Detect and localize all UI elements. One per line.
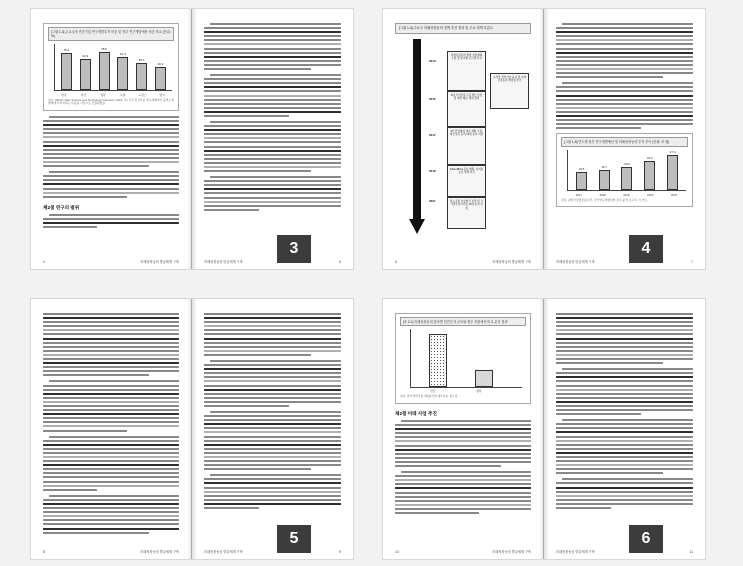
- paragraph: [204, 74, 341, 117]
- timeline-diagram: [395, 39, 531, 234]
- paragraph: [43, 313, 179, 376]
- figure-header: [그림 1-4] 주요국 미래성장동력 정책 추진 경과 및 주요 정책 흐름도: [395, 23, 531, 34]
- paragraph: [395, 420, 531, 467]
- figure-caption: [그림 1-3] 주요국의 민간기업 연구개발투자 비중 및 정부 연구개발예산 비중 비교 (단위: %): [48, 27, 174, 41]
- timeline-node: DNA+BIG3 중심 재편, 디지털 뉴딜 연계 추진: [447, 165, 486, 197]
- section-title: 제2절 연구의 범위: [43, 204, 80, 210]
- footer-text: 미래성장동력 발굴체계 구축: [556, 550, 595, 554]
- table-2-1: [395, 313, 531, 404]
- page-number: 11: [689, 550, 693, 554]
- paragraph: [43, 380, 179, 431]
- page-left-6: [383, 9, 544, 269]
- page-number: 6: [395, 260, 397, 264]
- page-right-9: [192, 299, 353, 559]
- timeline-year: 2015: [429, 97, 436, 101]
- footer-text: 미래성장동력 발굴체계 구축: [204, 550, 243, 554]
- bar-private: [429, 334, 447, 387]
- figure-caption: [그림 1-5] 연도별 정부 연구개발예산 및 미래성장동력 투자 추이 (단위: 조 원): [561, 137, 688, 146]
- page-spread-6[interactable]: [382, 298, 706, 560]
- figure-1-5: [556, 133, 693, 207]
- paragraph: [556, 419, 693, 474]
- footer-text: 미래성장동력 발굴체계 구축: [140, 550, 179, 554]
- page-number: 8: [43, 550, 45, 554]
- timeline-year: 2017: [429, 133, 436, 137]
- timeline-year: 2019: [429, 169, 436, 173]
- paragraph: [556, 23, 693, 78]
- paragraph: [556, 82, 693, 129]
- page-spread-4[interactable]: [382, 8, 706, 270]
- bar-chart: 76.2 62.3 78.5 67.4 55.1 46.3: [54, 44, 172, 91]
- page-footer: [395, 259, 531, 264]
- paragraph: [204, 474, 341, 509]
- timeline-node: 4차 산업혁명 대응 계획 수립, 혁신성장 동력 13대 분야 지정: [447, 127, 486, 165]
- timeline-node: 9대 국가전략 프로젝트 선정 및 예산 배분 체계 정비: [447, 91, 486, 127]
- figure-caption: [표 2-1] 미래성장동력 분야별 민간투자 규모와 정부 지원예산 비교 분석 결과: [400, 317, 526, 326]
- page-footer: [43, 549, 179, 554]
- page-footer: [556, 259, 693, 264]
- page-number: 7: [691, 260, 693, 264]
- page-right-7: [544, 9, 705, 269]
- chart-x-labels: 2017 2018 2019 2020 2021: [575, 192, 678, 197]
- timeline-node: 미래성장동력 종합 실천계획 수립 및 분야별 로드맵 작성: [447, 51, 486, 91]
- figure-note: 자료: 한국과학기술기획평가원 내부자료 재구성.: [400, 394, 458, 399]
- timeline-year: 2021: [429, 199, 436, 203]
- page-number: 5: [339, 260, 341, 264]
- page-number: 9: [339, 550, 341, 554]
- paragraph: [395, 471, 531, 514]
- page-spread-3[interactable]: [30, 8, 354, 270]
- page-badge[interactable]: 3: [277, 235, 311, 263]
- bar-government: [475, 370, 493, 387]
- page-badge[interactable]: 4: [629, 235, 663, 263]
- page-footer: [204, 259, 341, 264]
- figure-1-3: [43, 23, 179, 111]
- figure-note: 자료: OECD, Main Science and Technology Indicators, 2021. 주) 각국 민간부문 연구개발비가 총연구개발비에서 차지하는 비중을 기준으로 산출하였음.: [48, 97, 174, 106]
- paragraph: [204, 176, 341, 211]
- paragraph: [204, 313, 341, 356]
- timeline-node: 탄소중립 기술혁신 전략 및 국가필수전략기술 10대 분야 선정: [447, 197, 486, 229]
- page-left-10: [383, 299, 544, 559]
- paragraph: [43, 214, 179, 228]
- paragraph: [43, 116, 179, 167]
- page-footer: [204, 549, 341, 554]
- page-right-11: [544, 299, 705, 559]
- page-left-4: [31, 9, 192, 269]
- footer-text: 미래성장동력 발굴체계 구축: [492, 260, 531, 264]
- figure-note: 자료: 과학기술정보통신부, 국가연구개발사업 조사·분석 보고서, 각 연도.: [561, 197, 649, 202]
- footer-text: 미래성장동력 발굴체계 구축: [204, 260, 243, 264]
- paragraph: [204, 360, 341, 407]
- timeline-arrow: [411, 39, 423, 234]
- footer-text: 미래성장동력 발굴체계 구축: [140, 260, 179, 264]
- paragraph: [556, 478, 693, 509]
- page-number: 10: [395, 550, 399, 554]
- paragraph: [43, 171, 179, 198]
- timeline-node: 초격차 전략기술 육성 및 미래성장동력 재정립 추진: [490, 73, 529, 109]
- bar-chart: 19.5 19.7 20.5 24.2 27.4: [567, 150, 686, 191]
- page-footer: [395, 549, 531, 554]
- page-footer: [556, 549, 693, 554]
- paragraph: [204, 121, 341, 172]
- page-badge[interactable]: 6: [629, 525, 663, 553]
- page-right-5: [192, 9, 353, 269]
- page-footer: [43, 259, 179, 264]
- page-spread-5[interactable]: [30, 298, 354, 560]
- page-badge[interactable]: 5: [277, 525, 311, 553]
- page-left-8: [31, 299, 192, 559]
- paragraph: [556, 368, 693, 415]
- timeline-year: 2013: [429, 59, 436, 63]
- paragraph: [204, 411, 341, 470]
- chart-x-labels: 한국 미국 일본 독일 프랑스 영국: [61, 92, 165, 97]
- page-number: 4: [43, 260, 45, 264]
- bar-chart: 민간 정부: [410, 329, 522, 388]
- paragraph: [43, 495, 179, 534]
- section-title: 제2절 미래 사업 추진: [395, 411, 437, 416]
- footer-text: 미래성장동력 발굴체계 구축: [492, 550, 531, 554]
- paragraph: [43, 436, 179, 491]
- paragraph: [556, 313, 693, 364]
- footer-text: 미래성장동력 발굴체계 구축: [556, 260, 595, 264]
- paragraph: [204, 23, 341, 70]
